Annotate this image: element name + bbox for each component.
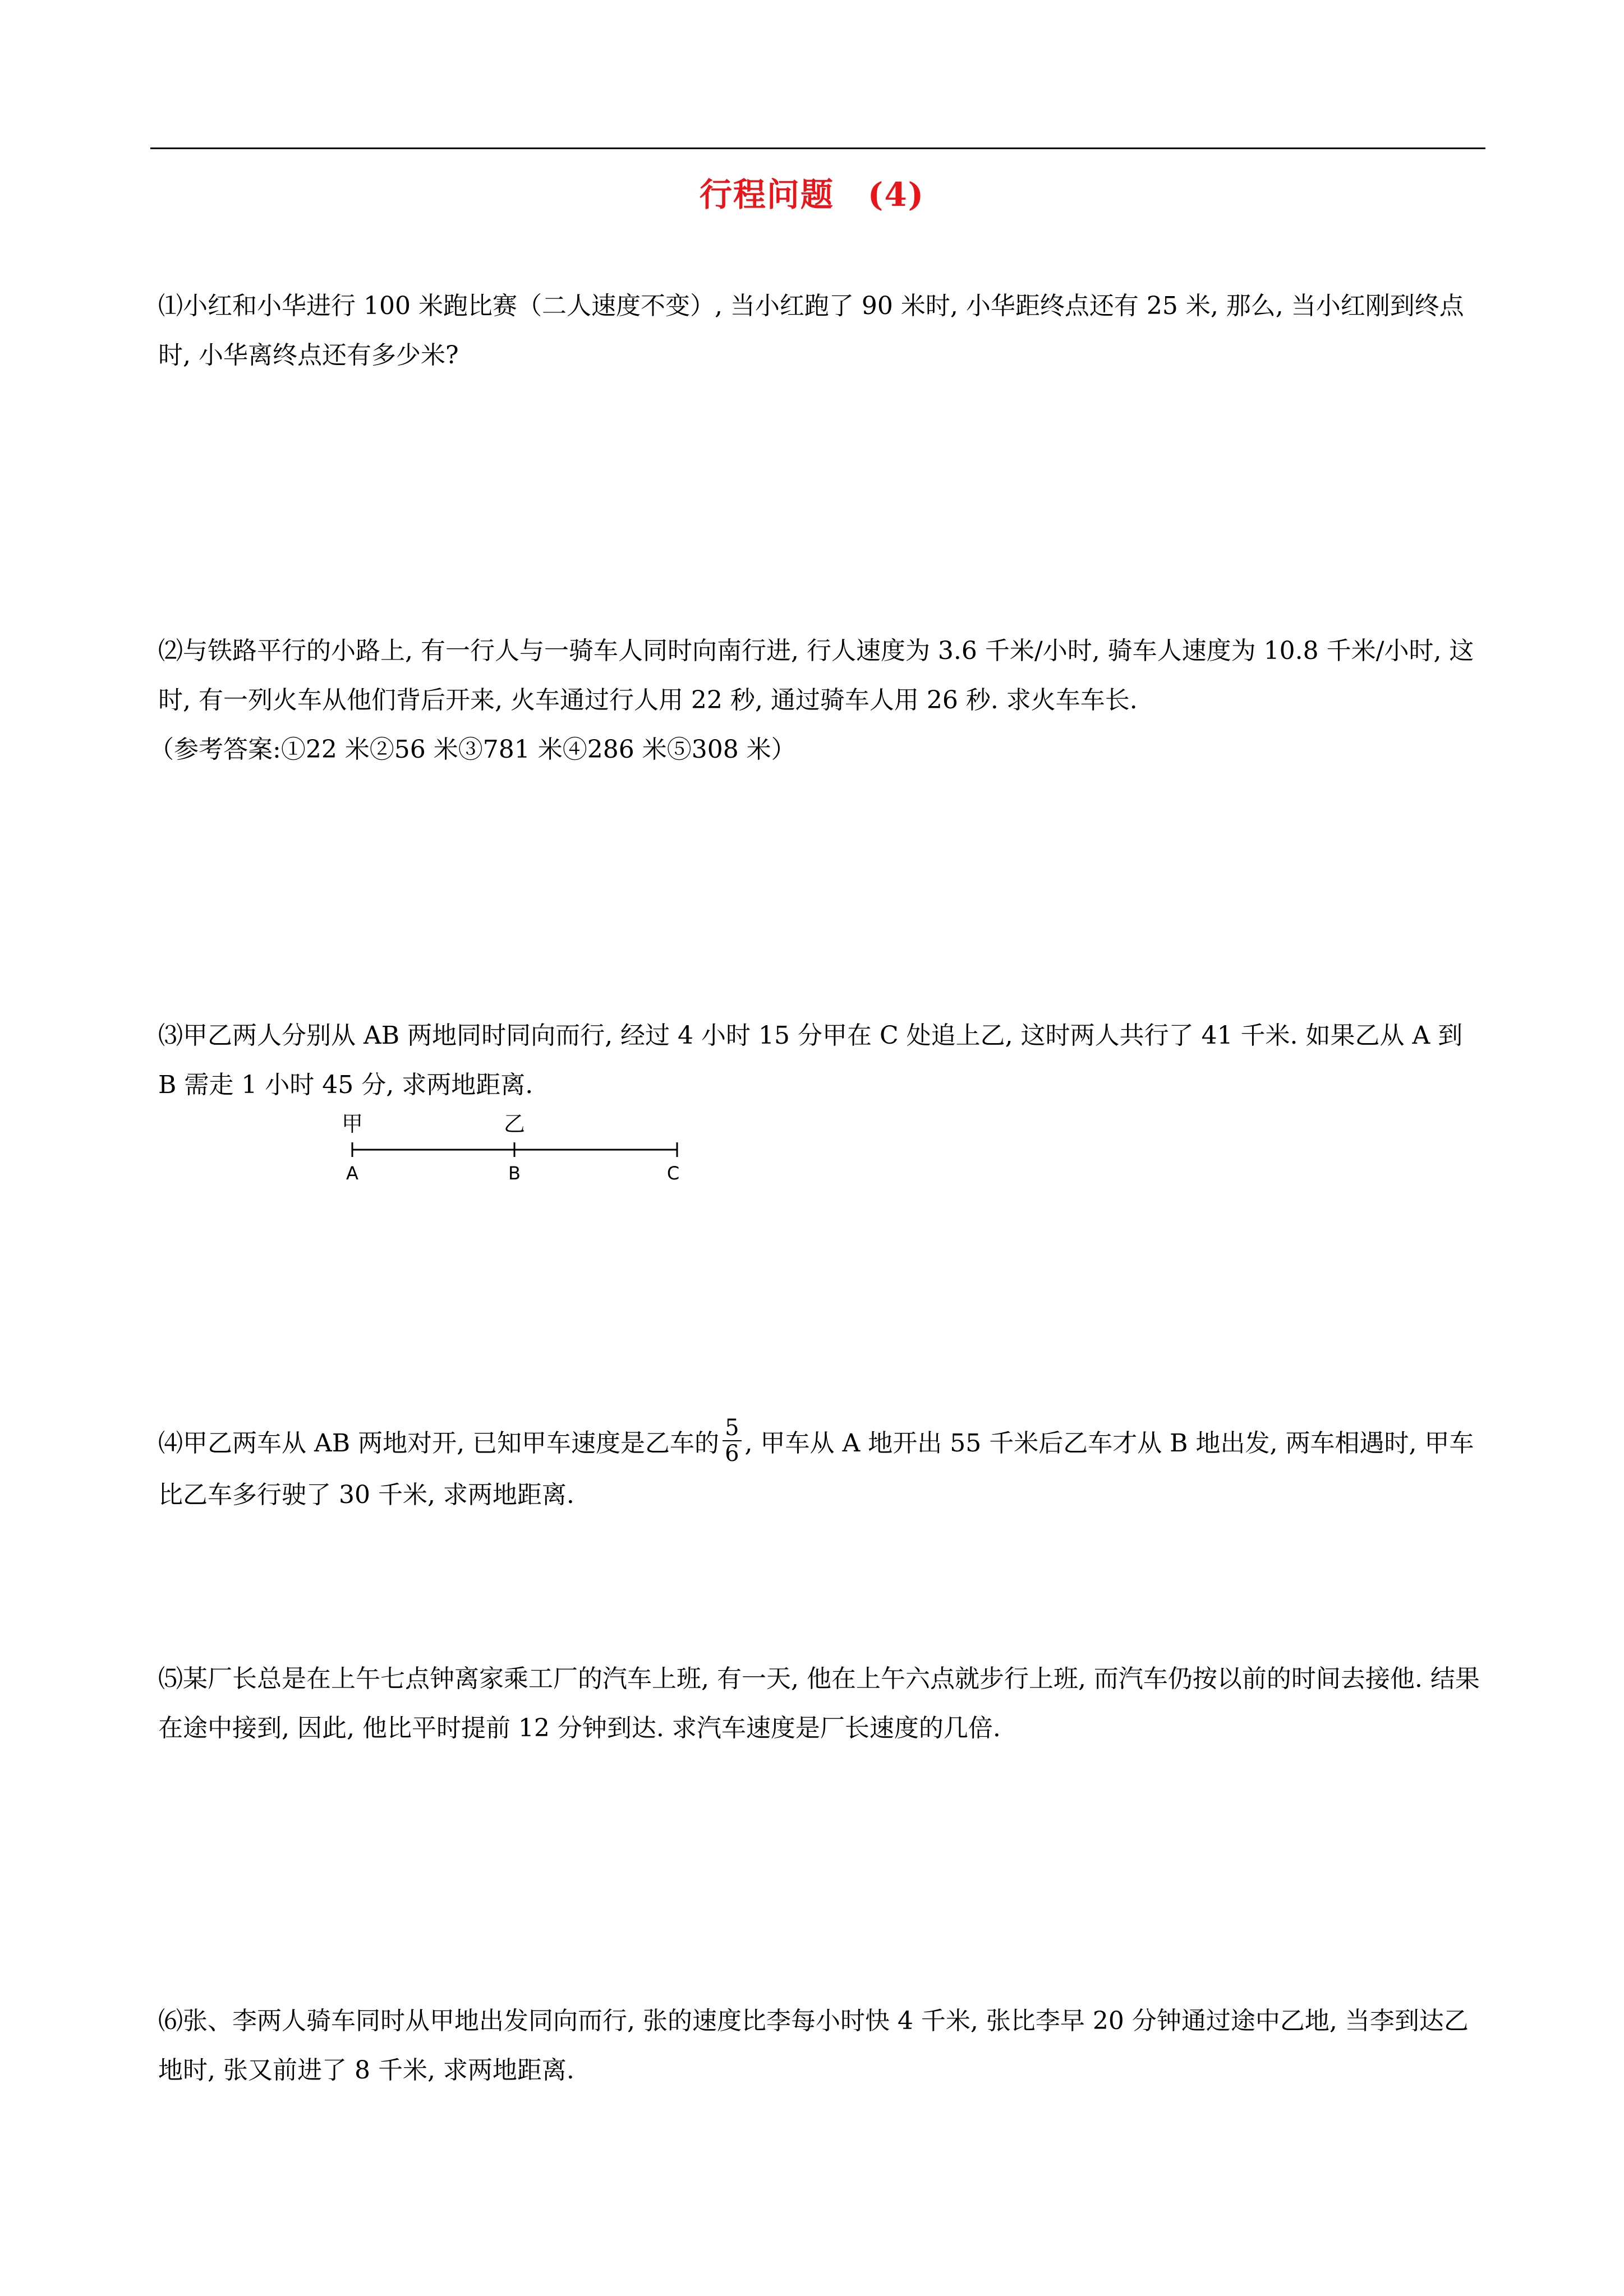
label-b: B: [508, 1163, 521, 1184]
label-jia: 甲: [341, 1112, 364, 1136]
question-3-text: ⑶甲乙两人分别从 AB 两地同时同向而行, 经过 4 小时 15 分甲在 C 处追上乙, 这时两人共行了 41 千米. 如果乙从 A 到 B 需走 1 小时 45 分, 求两地距离.: [158, 1021, 1463, 1099]
question-2: [149, 626, 1488, 774]
fraction-denominator: 6: [725, 1440, 739, 1467]
question-5: [158, 1654, 1488, 1753]
question-6-text: ⑹张、李两人骑车同时从甲地出发同向而行, 张的速度比李每小时快 4 千米, 张比李早 20 分钟通过途中乙地, 当李到达乙地时, 张又前进了 8 千米, 求两地距离.: [158, 2007, 1469, 2085]
question-2-text: ⑵与铁路平行的小路上, 有一行人与一骑车人同时向南行进, 行人速度为 3.6 千米/小时, 骑车人速度为 10.8 千米/小时, 这时, 有一列火车从他们背后开来, 火车通过行人用 22 秒, 通过骑车人用 26 秒. 求火车车长.: [158, 637, 1474, 714]
label-a: A: [346, 1163, 358, 1184]
label-yi: 乙: [503, 1112, 526, 1136]
question-4-text-after: , 甲车从 A 地开出 55 千米后乙车才从 B 地出发, 两车相遇时, 甲车比乙车多行驶了 30 千米, 求两地距离.: [158, 1429, 1474, 1509]
question-4-text-before: ⑷甲乙两车从 AB 两地对开, 已知甲车速度是乙车的: [158, 1429, 720, 1458]
line-diagram: [331, 1108, 696, 1197]
page-title-number: (4): [867, 176, 925, 214]
fraction-numerator: 5: [723, 1416, 741, 1441]
question-1: [158, 282, 1488, 380]
question-5-text: ⑸某厂长总是在上午七点钟离家乘工厂的汽车上班, 有一天, 他在上午六点就步行上班, 而汽车仍按以前的时间去接他. 结果在途中接到, 因此, 他比平时提前 12 分钟到达. 求汽车速度是厂长速度的几倍.: [158, 1665, 1480, 1742]
header-rule: [150, 147, 1485, 149]
question-3: [158, 1011, 1488, 1110]
page-title: [0, 168, 1624, 215]
question-1-text: ⑴小红和小华进行 100 米跑比赛（二人速度不变）, 当小红跑了 90 米时, 小华距终点还有 25 米, 那么, 当小红刚到终点时, 小华离终点还有多少米?: [158, 292, 1464, 370]
fraction-five-sixths: [723, 1416, 741, 1466]
page-title-text: 行程问题: [699, 176, 834, 214]
question-6: [158, 1997, 1488, 2095]
question-4: [158, 1414, 1488, 1520]
label-c: C: [666, 1163, 680, 1184]
question-4-text: [158, 1414, 1488, 1520]
reference-answers: （参考答案:①22 米②56 米③781 米④286 米⑤308 米）: [149, 735, 796, 764]
